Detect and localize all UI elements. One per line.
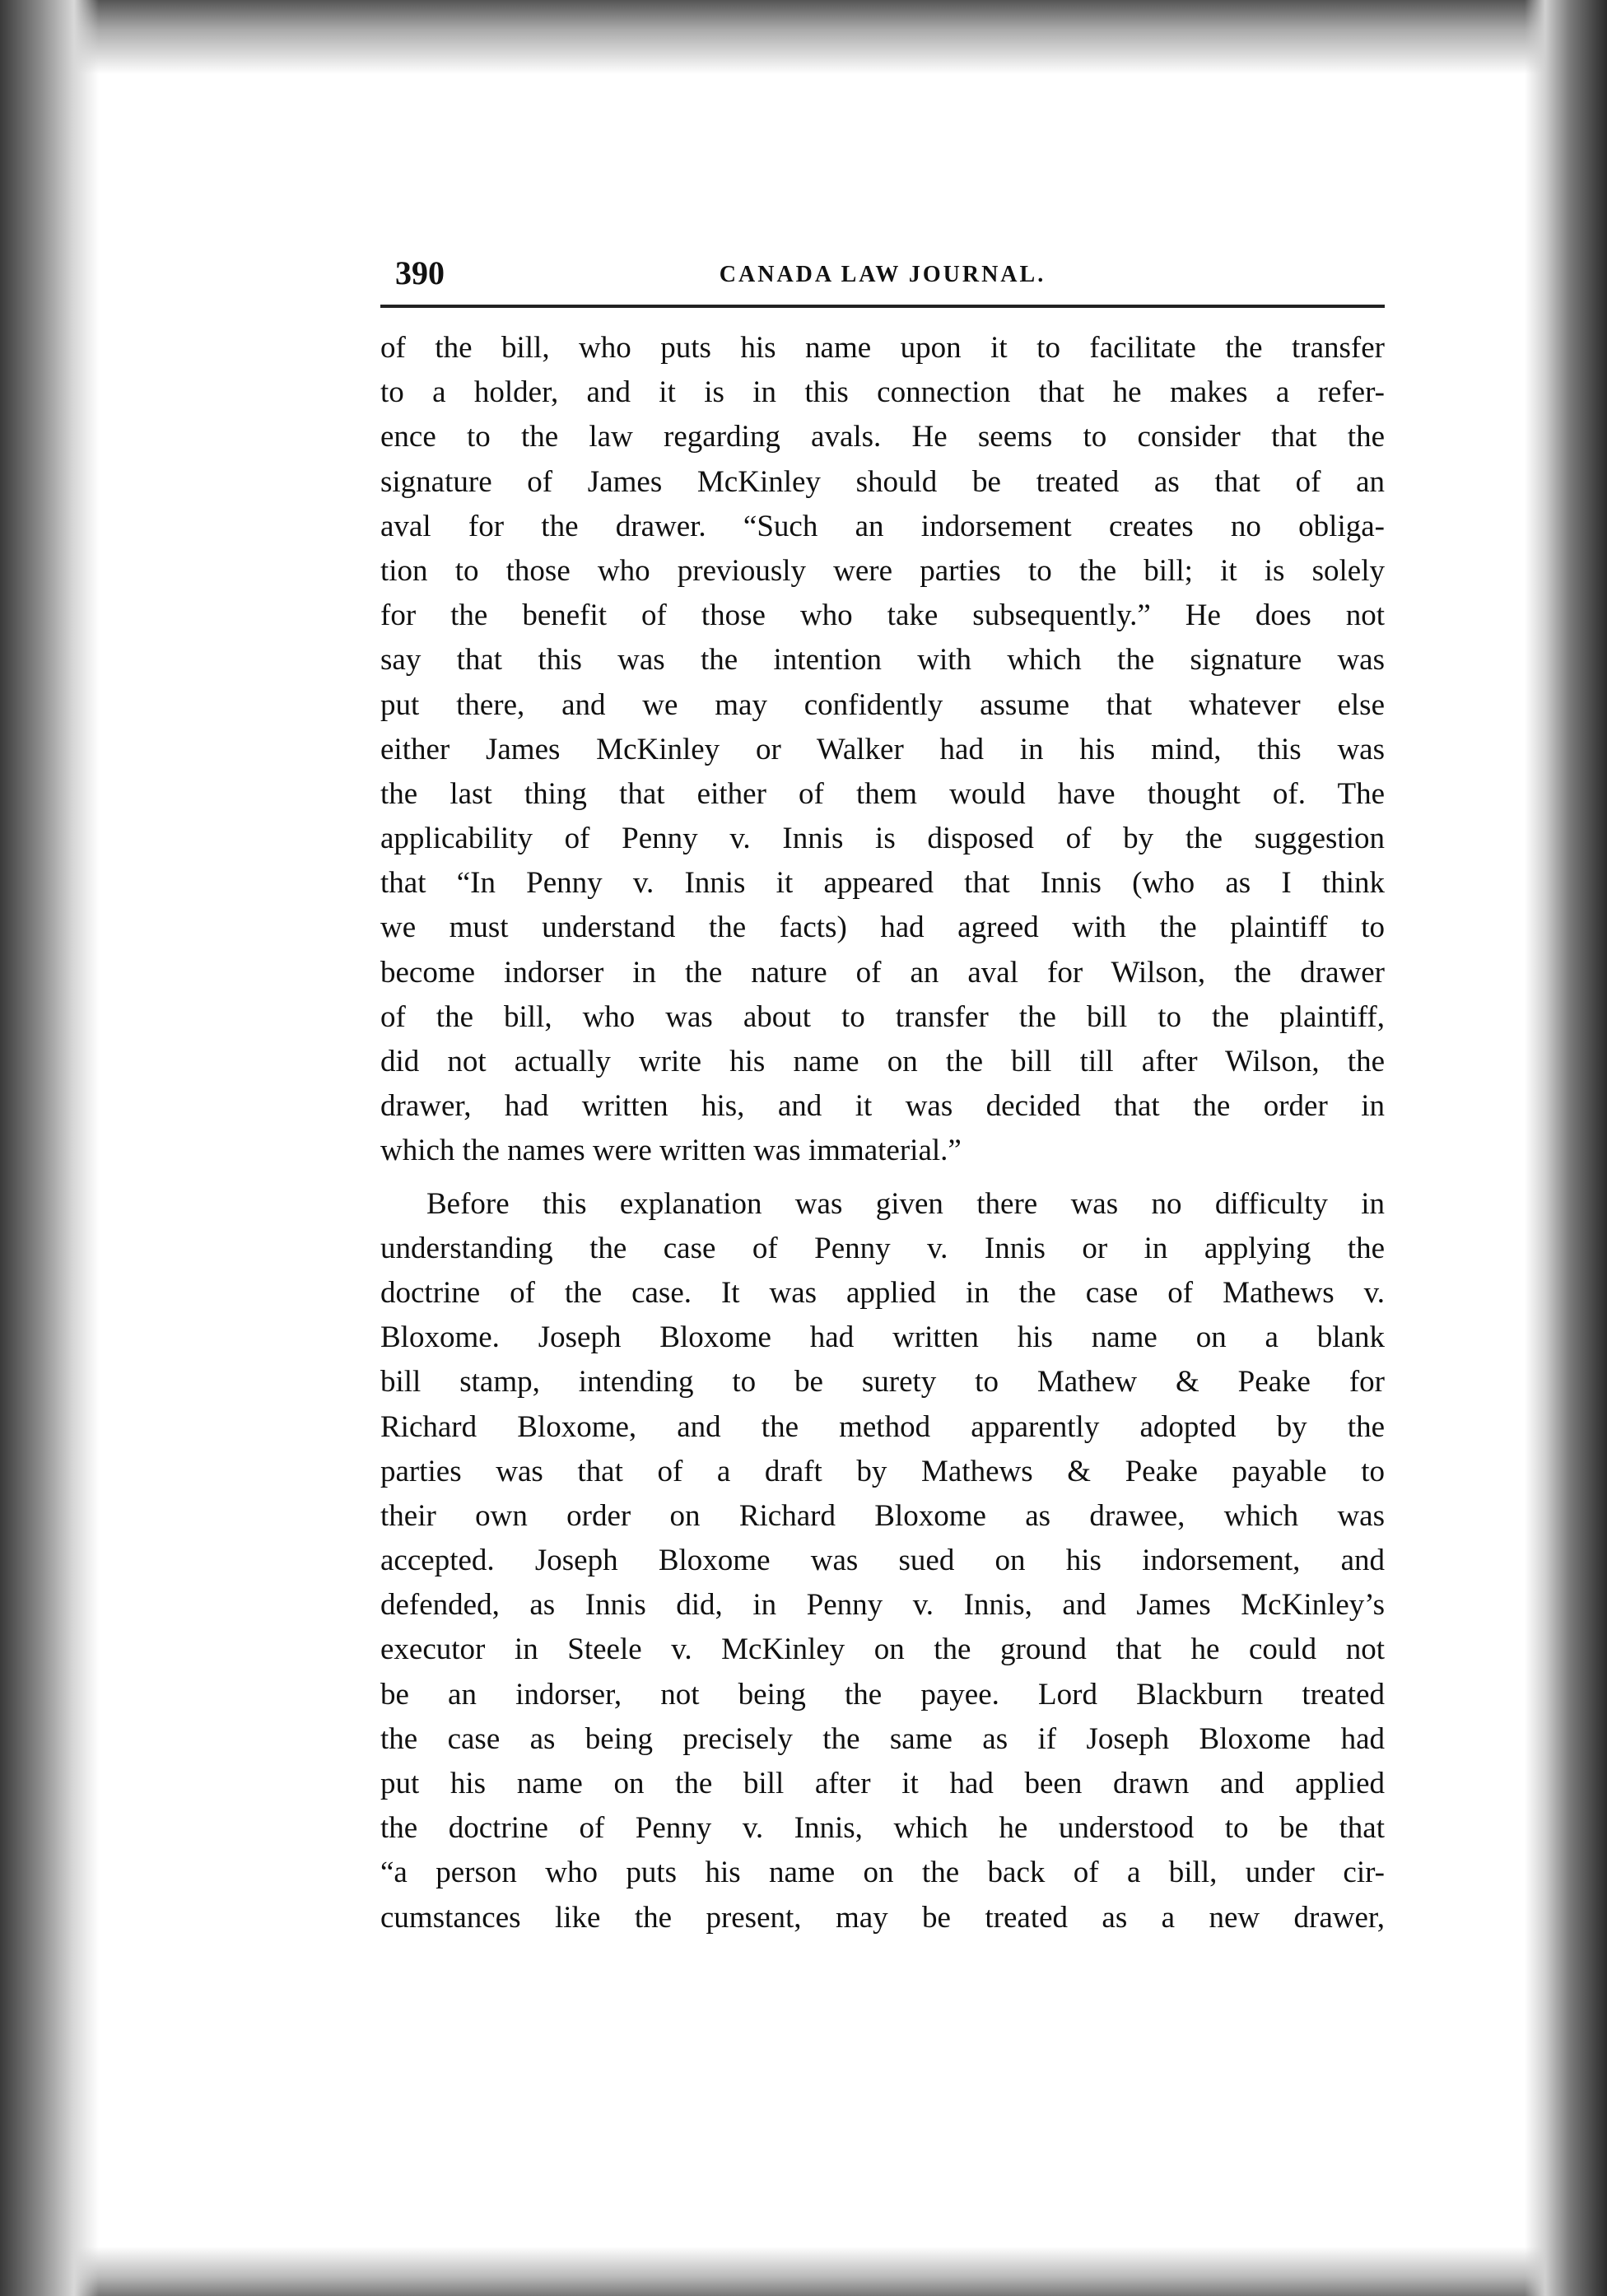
text-line: the case as being precisely the same as if Joseph Bloxome had (380, 1721, 1385, 1756)
text-line: become indorser in the nature of an aval for Wilson, the drawer (380, 955, 1385, 990)
text-line: say that this was the intention with which the signature was (380, 643, 1385, 678)
text-line: understanding the case of Penny v. Innis or in applying the (380, 1231, 1385, 1265)
text-line: the doctrine of Penny v. Innis, which he understood to be that (380, 1811, 1385, 1846)
text-line: Richard Bloxome, and the method apparently adopted by the (380, 1409, 1385, 1444)
text-line: for the benefit of those who take subsequently.” He does not (380, 598, 1385, 633)
text-line: which the names were written was immaterial.” (380, 1134, 962, 1168)
running-title: CANADA LAW JOURNAL. (719, 262, 1046, 287)
paragraph (380, 326, 1385, 1174)
text-line: either James McKinley or Walker had in his mind, this was (380, 732, 1385, 766)
text-line: Before this explanation was given there was no difficulty in (426, 1186, 1385, 1221)
text-line: that “In Penny v. Innis it appeared that Innis (who as I think (380, 866, 1385, 901)
text-line: defended, as Innis did, in Penny v. Innis, and James McKinley’s (380, 1588, 1385, 1623)
text-line: put there, and we may confidently assume that whatever else (380, 687, 1385, 722)
text-line: put his name on the bill after it had been drawn and applied (380, 1767, 1385, 1800)
text-line: aval for the drawer. “Such an indorsement creates no obliga- (380, 509, 1385, 543)
text-line: did not actually write his name on the bill till after Wilson, the (380, 1045, 1385, 1078)
body-text (380, 326, 1385, 1940)
page-number: 390 (395, 254, 445, 291)
text-line: accepted. Joseph Bloxome was sued on his indorsement, and (380, 1544, 1385, 1578)
text-line: tion to those who previously were parties to the bill; it is solely (380, 553, 1385, 588)
text-line: signature of James McKinley should be treated as that of an (380, 464, 1385, 499)
text-line: of the bill, who was about to transfer the bill to the plaintiff, (380, 999, 1385, 1034)
text-line: we must understand the facts) had agreed with the plaintiff to (380, 910, 1385, 945)
text-line: ence to the law regarding avals. He seems to consider that the (380, 420, 1385, 454)
paragraph-gap (380, 1174, 1385, 1182)
scan-shadow-left (0, 0, 99, 2296)
text-line: of the bill, who puts his name upon it to facilitate the transfer (380, 331, 1385, 365)
scan-shadow-right (1525, 0, 1607, 2296)
page-header (380, 247, 1385, 308)
text-line: executor in Steele v. McKinley on the ground that he could not (380, 1632, 1385, 1667)
text-line: “a person who puts his name on the back of a bill, under cir- (380, 1856, 1385, 1890)
text-line: the last thing that either of them would have thought of. The (380, 776, 1385, 811)
scan-shadow-top (0, 0, 1607, 74)
text-line: Bloxome. Joseph Bloxome had written his name on a blank (380, 1320, 1385, 1355)
text-line: bill stamp, intending to be surety to Mathew & Peake for (380, 1365, 1385, 1399)
journal-page (380, 247, 1385, 1940)
text-line: parties was that of a draft by Mathews & Peake payable to (380, 1454, 1385, 1488)
paragraph (380, 1182, 1385, 1940)
text-line: cumstances like the present, may be treated as a new drawer, (380, 1900, 1385, 1935)
text-line: applicability of Penny v. Innis is disposed of by the suggestion (380, 822, 1385, 856)
text-line: be an indorser, not being the payee. Lord Blackburn treated (380, 1677, 1385, 1712)
text-line: to a holder, and it is in this connection that he makes a refer- (380, 375, 1385, 410)
text-line: doctrine of the case. It was applied in the case of Mathews v. (380, 1275, 1385, 1310)
text-line: drawer, had written his, and it was decided that the order in (380, 1089, 1385, 1124)
text-line: their own order on Richard Bloxome as drawee, which was (380, 1498, 1385, 1533)
scan-shadow-bottom (0, 2247, 1607, 2296)
